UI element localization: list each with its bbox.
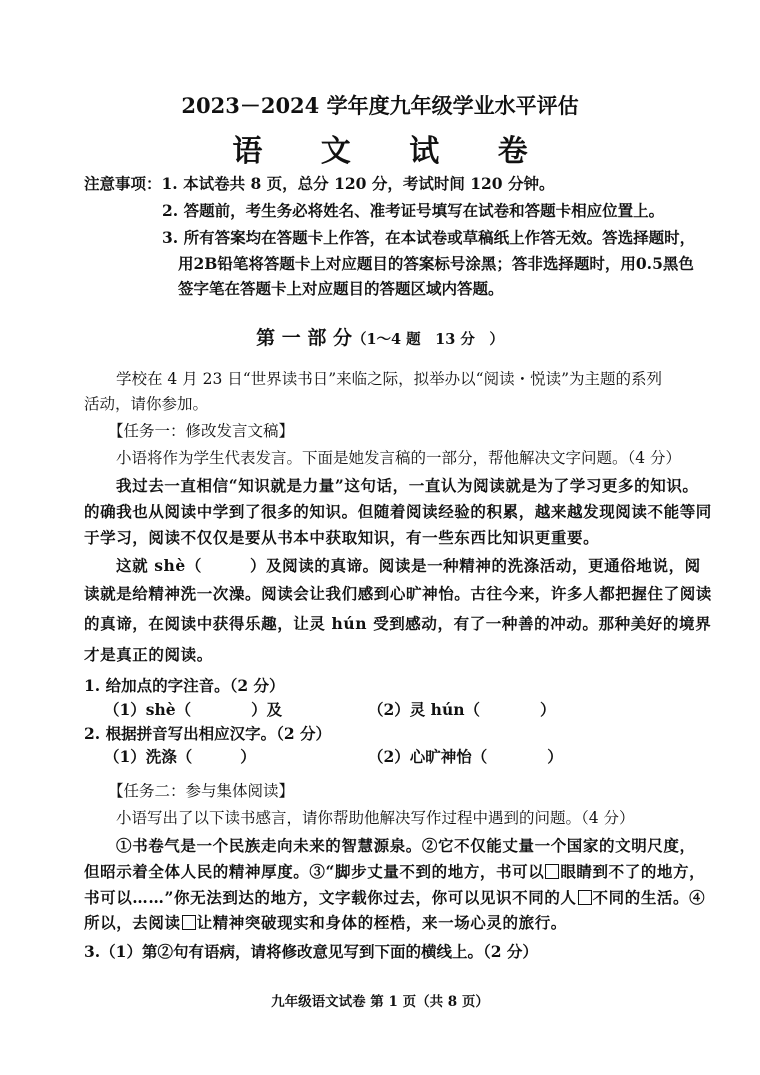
section-heading xyxy=(0,323,760,350)
q1-a xyxy=(104,700,282,720)
task1-passage-line-2: 的确我也从阅读中学到了很多的知识。但随着阅读经验的积累，越来越发现阅读不能等同 xyxy=(84,502,712,521)
task1-heading: 【任务一：修改发言文稿】 xyxy=(108,422,295,440)
task1-passage-line-5: 读就是给精神洗一次澡。阅读会让我们感到心旷神怡。古往今来，许多人都把握住了阅读 xyxy=(84,584,712,603)
q1-a-end: ）及 xyxy=(251,700,283,719)
task2-passage-line-3-end: 不同的生活。④ xyxy=(592,888,706,907)
task2-passage-line-3-start: 书可以……”你无法到达的地方，文字载你过去，你可以见识不同的人 xyxy=(84,888,577,907)
q2-b-end: ） xyxy=(547,747,563,766)
task2-passage-line-4-end: 让精神突破现实和身体的桎梏，来一场心灵的旅行。 xyxy=(196,913,567,932)
q2-b xyxy=(368,747,563,767)
fill-box[interactable] xyxy=(578,890,592,905)
page-footer: 九年级语文试卷 第 1 页（共 8 页） xyxy=(271,994,489,1010)
task1-passage-line-1: 我过去一直相信“知识就是力量”这句话，一直认为阅读就是为了学习更多的知识。 xyxy=(116,476,699,495)
notes-item-3: 3. 所有答案均在答题卡上作答，在本试卷或草稿纸上作答无效。答选择题时， xyxy=(162,228,696,247)
task2-passage-line-2 xyxy=(84,862,705,882)
intro-line-1: 学校在 4 月 23 日“世界读书日”来临之际，拟举办以“阅读・悦读”为主题的系列 xyxy=(116,370,662,388)
q2-a-end: ） xyxy=(240,747,256,766)
task1-passage-line-4-start: 这就 shè（ xyxy=(116,556,202,575)
q1-b xyxy=(368,700,556,720)
q2-stem: 2. 根据拼音写出相应汉字。（2 分） xyxy=(84,724,332,743)
exam-title: 2023－2024 学年度九年级学业水平评估 xyxy=(181,93,579,118)
notes-item-2: 2. 答题前，考生务必将姓名、准考证号填写在试卷和答题卡相应位置上。 xyxy=(162,201,665,220)
task1-passage-line-4 xyxy=(116,556,701,576)
q1-b-end: ） xyxy=(540,700,556,719)
fill-box[interactable] xyxy=(182,915,196,930)
q2-a-label: （1）洗涤（ xyxy=(104,747,193,766)
q1-b-label: （2）灵 hún（ xyxy=(368,700,480,719)
task2-heading: 【任务二：参与集体阅读】 xyxy=(108,782,295,800)
q2-b-label: （2）心旷神怡（ xyxy=(368,747,488,766)
q2-a xyxy=(104,747,256,767)
task2-passage-line-2-start: 但昭示着全体人民的精神厚度。③“脚步丈量不到的地方，书可以 xyxy=(84,862,545,881)
fill-box[interactable] xyxy=(545,864,559,879)
task1-passage-line-4-end: ）及阅读的真谛。阅读是一种精神的洗涤活动，更通俗地说，阅 xyxy=(249,556,701,575)
task1-passage-line-6: 的真谛，在阅读中获得乐趣，让灵 hún 受到感动，有了一种善的冲动。那种美好的境界 xyxy=(84,614,712,633)
section-title: 第 一 部 分 xyxy=(256,327,352,349)
task1-passage-line-7: 才是真正的阅读。 xyxy=(84,645,213,664)
task2-instruction: 小语写出了以下读书感言，请你帮助他解决写作过程中遇到的问题。（4 分） xyxy=(116,809,635,827)
notes-item-3-cont-2: 签字笔在答题卡上对应题目的答题区域内答题。 xyxy=(178,279,504,298)
task2-passage-line-2-end: 眼睛到不了的地方， xyxy=(560,862,706,881)
task2-passage-line-4-start: 所以，去阅读 xyxy=(84,913,181,932)
notes-item-3-cont-1: 用2B铅笔将答题卡上对应题目的答案标号涂黑；答非选择题时，用0.5黑色 xyxy=(178,254,694,273)
q3-stem: 3.（1）第②句有语病，请将修改意见写到下面的横线上。（2 分） xyxy=(84,942,538,961)
intro-line-2: 活动，请你参加。 xyxy=(84,395,209,413)
section-range: （1～4 题 13 分 ） xyxy=(351,331,504,348)
notes-label: 注意事项： xyxy=(84,174,162,193)
notes-item-1: 1. 本试卷共 8 页，总分 120 分，考试时间 120 分钟。 xyxy=(161,174,555,193)
task2-passage-line-4 xyxy=(84,913,567,933)
exam-subject-title: 语 文 试 卷 xyxy=(232,134,552,169)
q1-stem: 1. 给加点的字注音。（2 分） xyxy=(84,676,285,695)
task2-passage-line-3 xyxy=(84,888,705,908)
task2-passage-line-1: ①书卷气是一个民族走向未来的智慧源泉。②它不仅能丈量一个国家的文明尺度， xyxy=(116,836,696,855)
task1-instruction: 小语将作为学生代表发言。下面是她发言稿的一部分，帮他解决文字问题。（4 分） xyxy=(116,449,682,467)
q1-a-label: （1）shè（ xyxy=(104,700,192,719)
notes-line-1 xyxy=(84,174,554,194)
task1-passage-line-3: 于学习，阅读不仅仅是要从书本中获取知识，有一些东西比知识更重要。 xyxy=(84,528,600,547)
